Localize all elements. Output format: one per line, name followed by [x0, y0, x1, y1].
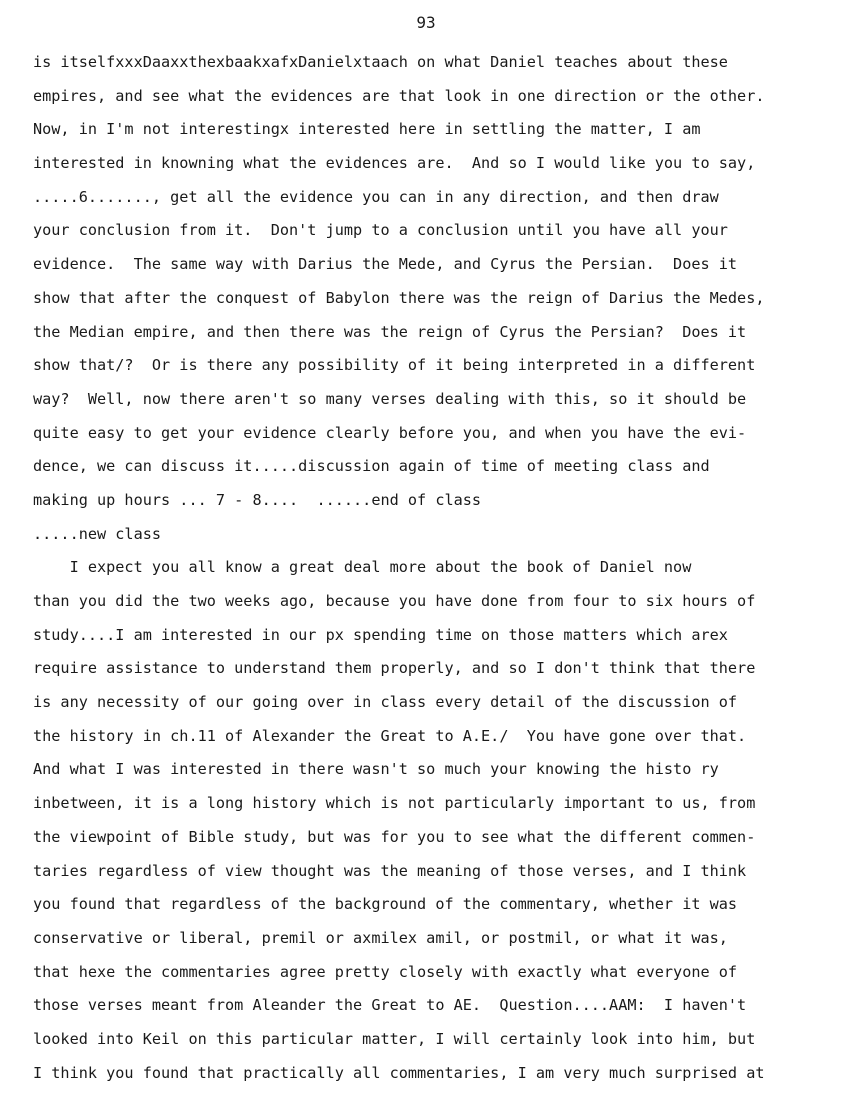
text-line: empires, and see what the evidences are that look in one direction or the other. — [33, 86, 765, 105]
text-line: that hexe the commentaries agree pretty closely with exactly what everyone of — [33, 962, 738, 981]
text-line: making up hours ... 7 - 8.... ......end of class — [33, 490, 482, 509]
text-line: require assistance to understand them properly, and so I don't think that there — [33, 659, 756, 678]
text-line: conservative or liberal, premil or axmilex amil, or postmil, or what it was, — [33, 928, 728, 947]
page-number: 93 — [416, 13, 436, 32]
text-line: looked into Keil on this particular matter, I will certainly look into him, but — [33, 1029, 756, 1048]
text-line: the history in ch.11 of Alexander the Great to A.E./ You have gone over that. — [33, 726, 747, 745]
text-line: is any necessity of our going over in class every detail of the discussion of — [33, 693, 738, 712]
text-line: study....I am interested in our px spending time on those matters which arex — [33, 625, 728, 644]
text-line: Now, in I'm not interestingx interested here in settling the matter, I am — [33, 120, 701, 139]
text-line: evidence. The same way with Darius the Mede, and Cyrus the Persian. Does it — [33, 255, 738, 274]
text-line: I think you found that practically all commentaries, I am very much surprised at — [33, 1063, 765, 1082]
text-line: interested in knowning what the evidences are. And so I would like you to say, — [33, 154, 756, 173]
text-line: show that after the conquest of Babylon there was the reign of Darius the Medes, — [33, 288, 765, 307]
text-line: .....new class — [33, 524, 162, 543]
text-line: your conclusion from it. Don't jump to a conclusion until you have all your — [33, 221, 728, 240]
text-line: .....6......., get all the evidence you can in any direction, and then draw — [33, 187, 719, 206]
text-line: you found that regardless of the background of the commentary, whether it was — [33, 895, 738, 914]
text-line: show that/? Or is there any possibility of it being interpreted in a different — [33, 356, 756, 375]
transcript-body — [33, 46, 845, 1090]
text-line: quite easy to get your evidence clearly before you, and when you have the evi- — [33, 423, 747, 442]
text-line: the Median empire, and then there was the reign of Cyrus the Persian? Does it — [33, 322, 747, 341]
text-line: is itselfxxxDaaxxthexbaakxafxDanielxtaach on what Daniel teaches about these — [33, 53, 728, 71]
text-line: And what I was interested in there wasn't so much your knowing the histo ry — [33, 760, 719, 779]
text-line: dence, we can discuss it.....discussion again of time of meeting class and — [33, 457, 710, 476]
text-line: taries regardless of view thought was the meaning of those verses, and I think — [33, 861, 747, 880]
text-line: inbetween, it is a long history which is not particularly important to us, from — [33, 794, 756, 813]
text-line: than you did the two weeks ago, because you have done from four to six hours of — [33, 592, 756, 610]
text-line: way? Well, now there aren't so many verses dealing with this, so it should be — [33, 389, 747, 408]
text-line: I expect you all know a great deal more about the book of Daniel now — [33, 558, 692, 577]
text-line: the viewpoint of Bible study, but was for you to see what the different commen- — [33, 827, 756, 846]
text-line: those verses meant from Aleander the Great to AE. Question....AAM: I haven't — [33, 996, 747, 1015]
